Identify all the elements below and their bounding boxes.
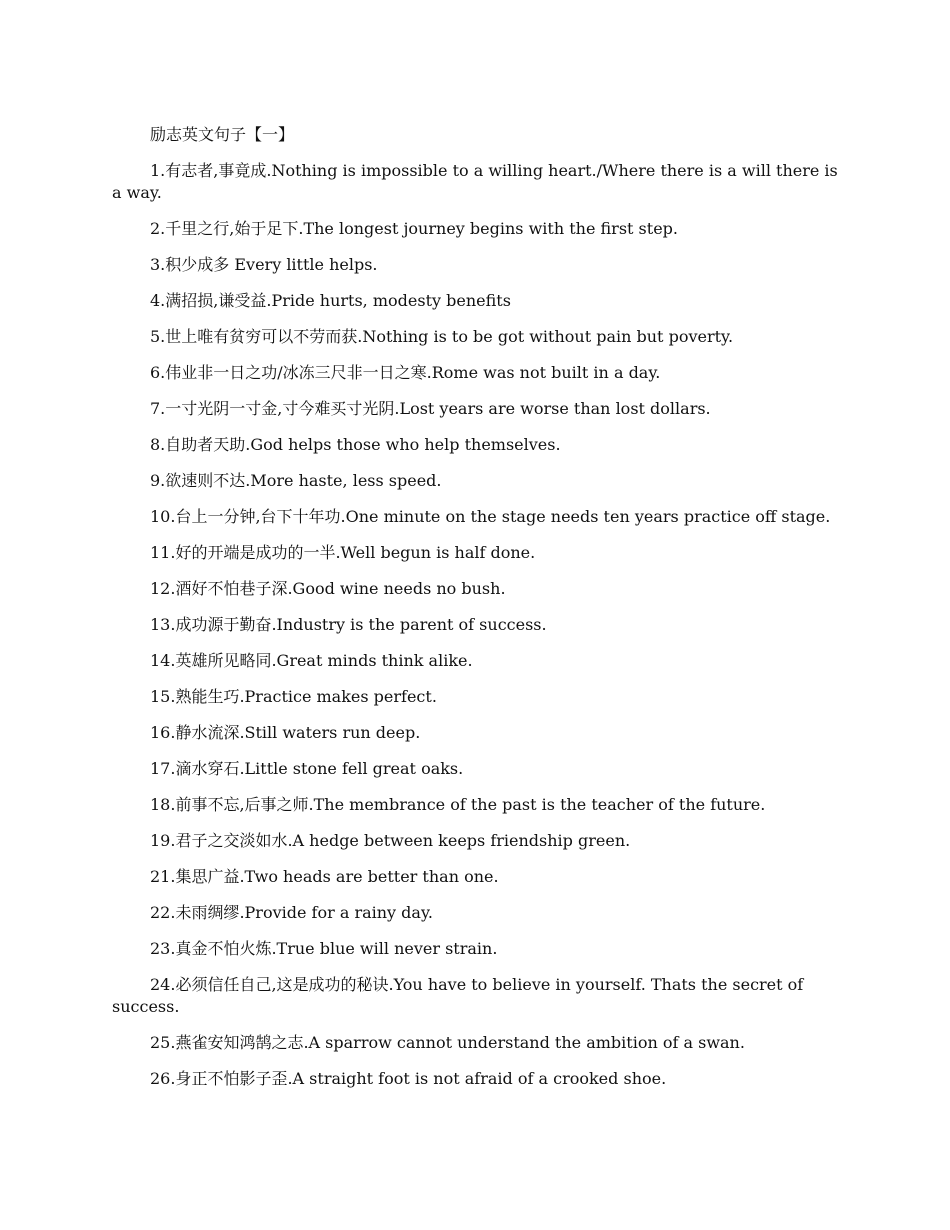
proverb-item: 24.必须信任自己,这是成功的秘诀.You have to believe in yourself. Thats the secret of success. [112, 975, 804, 1016]
proverb-item: 4.满招损,谦受益.Pride hurts, modesty benefits [150, 291, 511, 310]
proverb-item: 2.千里之行,始于足下.The longest journey begins with the first step. [150, 219, 678, 238]
proverb-item: 17.滴水穿石.Little stone fell great oaks. [150, 759, 464, 778]
proverb-item: 10.台上一分钟,台下十年功.One minute on the stage needs ten years practice off stage. [150, 507, 831, 526]
proverb-item: 15.熟能生巧.Practice makes perfect. [150, 687, 437, 706]
proverb-item: 14.英雄所见略同.Great minds think alike. [150, 651, 473, 670]
proverb-item: 25.燕雀安知鸿鹄之志.A sparrow cannot understand the ambition of a swan. [150, 1033, 745, 1052]
proverb-item: 23.真金不怕火炼.True blue will never strain. [150, 939, 498, 958]
document-heading: 励志英文句子【一】 [150, 125, 295, 144]
proverb-item: 11.好的开端是成功的一半.Well begun is half done. [150, 543, 536, 562]
proverb-item: 3.积少成多 Every little helps. [150, 255, 378, 274]
proverb-item: 6.伟业非一日之功/冰冻三尺非一日之寒.Rome was not built in a day. [150, 363, 661, 382]
proverb-item: 19.君子之交淡如水.A hedge between keeps friendship green. [150, 831, 631, 850]
proverb-item: 1.有志者,事竟成.Nothing is impossible to a willing heart./Where there is a will there is a way. [112, 161, 838, 202]
proverb-item: 13.成功源于勤奋.Industry is the parent of success. [150, 615, 547, 634]
proverb-item: 18.前事不忘,后事之师.The membrance of the past is the teacher of the future. [150, 795, 766, 814]
proverb-item: 22.未雨绸缪.Provide for a rainy day. [150, 903, 433, 922]
proverb-item: 16.静水流深.Still waters run deep. [150, 723, 421, 742]
proverb-item: 12.酒好不怕巷子深.Good wine needs no bush. [150, 579, 506, 598]
proverb-item: 8.自助者天助.God helps those who help themselves. [150, 435, 561, 454]
document-body [112, 124, 838, 1104]
proverb-item: 7.一寸光阴一寸金,寸今难买寸光阴.Lost years are worse than lost dollars. [150, 399, 711, 418]
proverb-item: 26.身正不怕影子歪.A straight foot is not afraid of a crooked shoe. [150, 1069, 667, 1088]
proverb-item: 21.集思广益.Two heads are better than one. [150, 867, 499, 886]
proverb-item: 9.欲速则不达.More haste, less speed. [150, 471, 442, 490]
proverb-item: 5.世上唯有贫穷可以不劳而获.Nothing is to be got without pain but poverty. [150, 327, 734, 346]
